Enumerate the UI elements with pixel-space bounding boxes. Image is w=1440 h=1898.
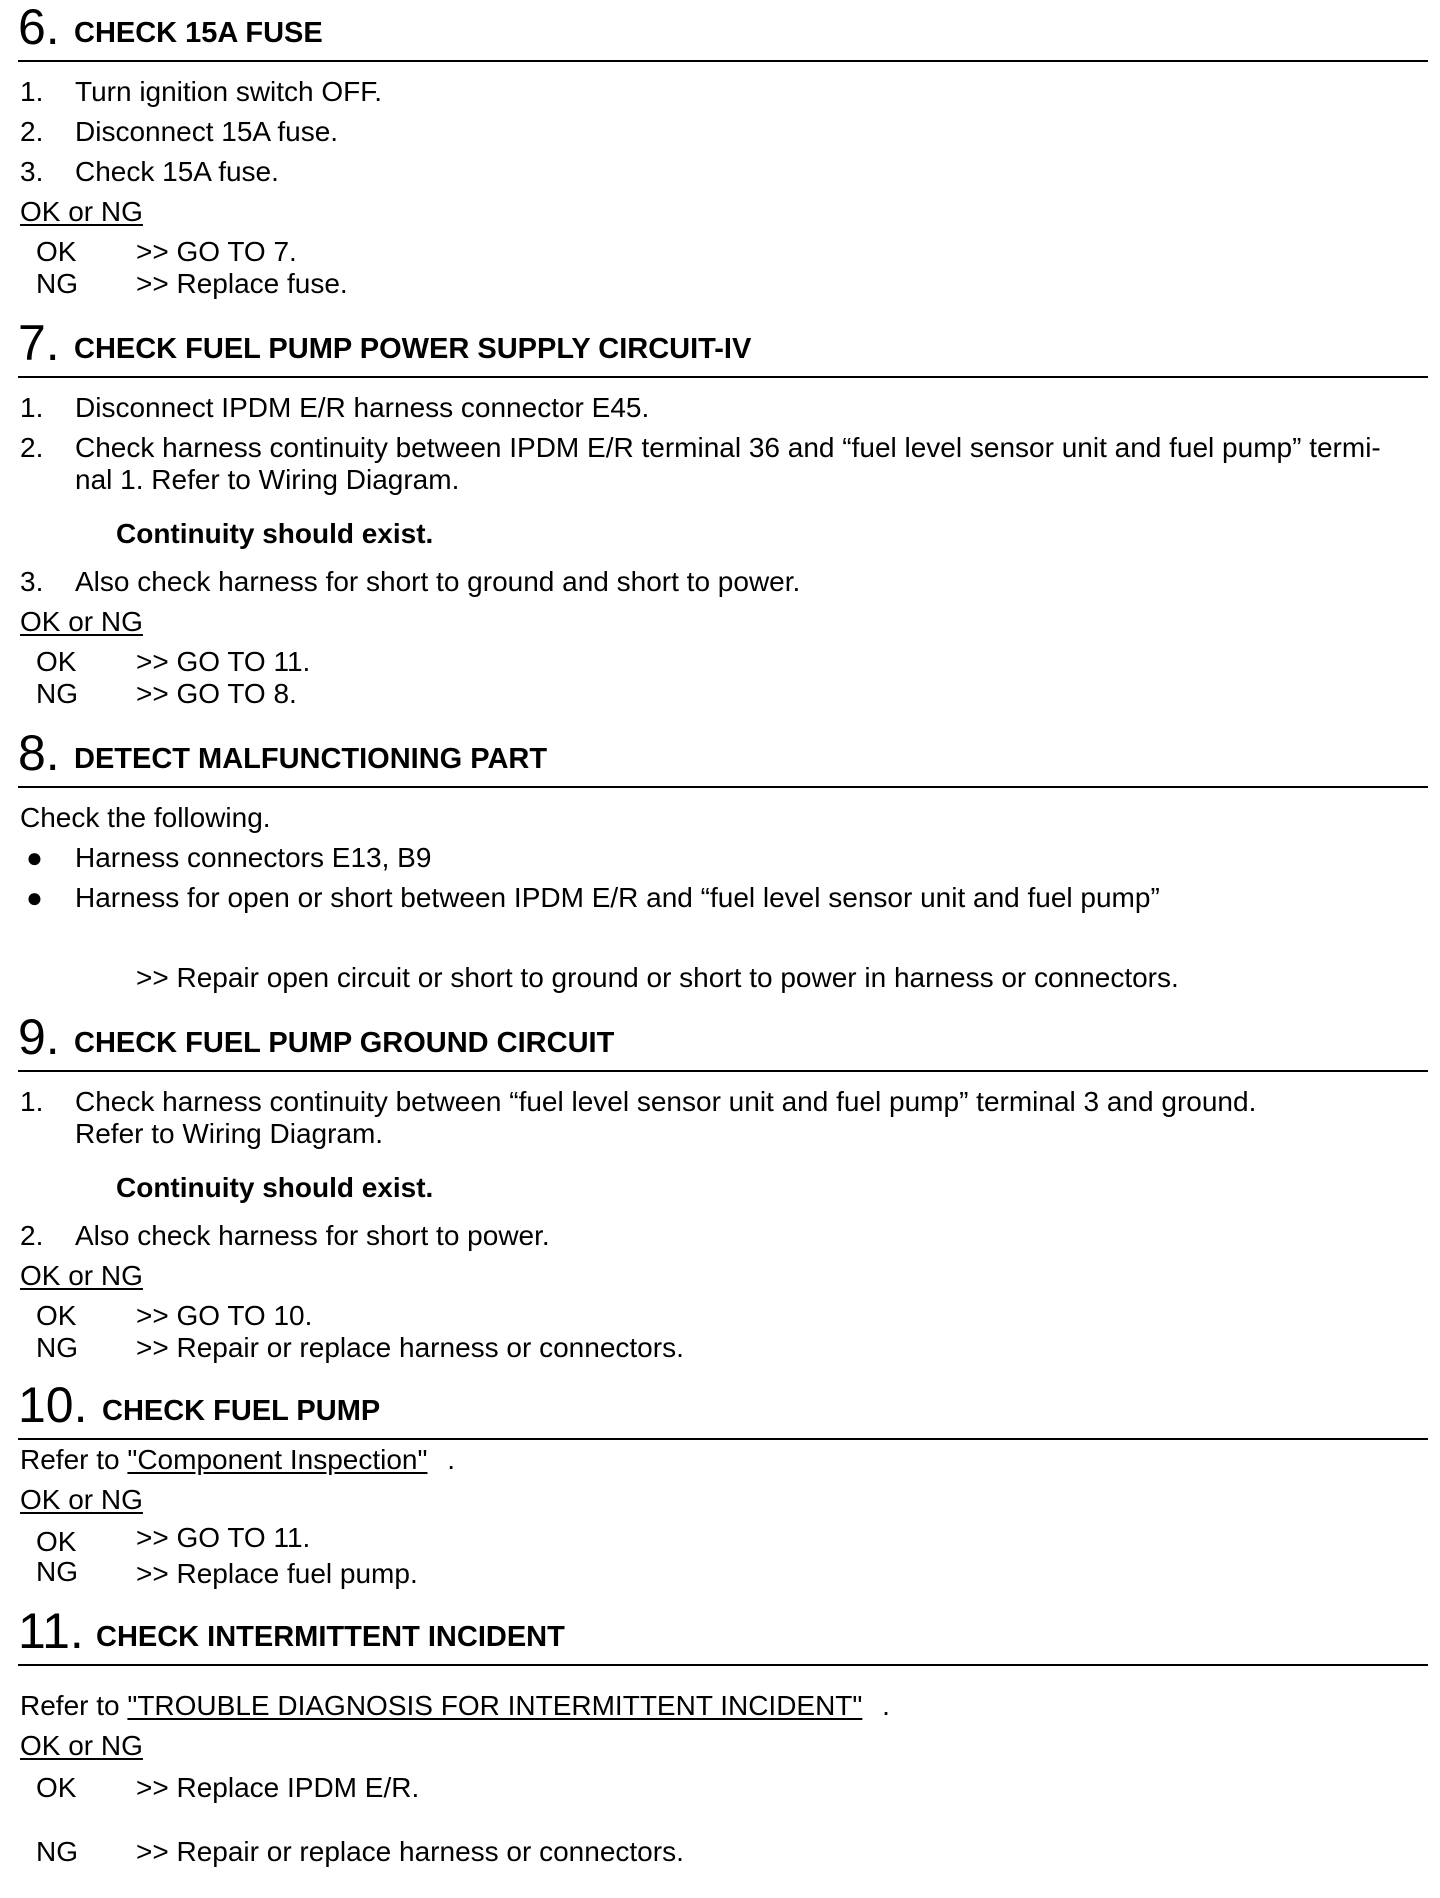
result-text: >> GO TO 11.: [136, 646, 311, 677]
section-6-heading: [18, 0, 1428, 60]
section-title: CHECK INTERMITTENT INCIDENT: [96, 1621, 565, 1653]
step-number: 1.: [20, 76, 44, 107]
refer-text: [20, 1690, 890, 1722]
refer-prefix: Refer to: [20, 1444, 120, 1475]
result-text: >> GO TO 8.: [136, 678, 297, 709]
result-label: NG: [36, 1836, 78, 1867]
step-text-continued: nal 1. Refer to Wiring Diagram.: [75, 464, 460, 495]
ok-or-ng-heading: OK or NG: [20, 1730, 143, 1761]
bullet-text: Harness for open or short between IPDM E/R and “fuel level sensor unit and fuel pump”: [75, 882, 1160, 913]
section-number: 11.: [18, 1603, 84, 1659]
result-text: >> Replace fuel pump.: [136, 1558, 418, 1589]
section-8-heading: [18, 726, 1428, 786]
result-text: >> Replace IPDM E/R.: [136, 1772, 420, 1803]
section-divider: [18, 1664, 1428, 1666]
step-number: 1.: [20, 392, 44, 423]
result-label: OK: [36, 236, 77, 267]
result-text: >> Replace fuse.: [136, 268, 348, 299]
step-text: Also check harness for short to ground and short to power.: [75, 566, 801, 597]
section-title: CHECK FUEL PUMP POWER SUPPLY CIRCUIT-IV: [74, 333, 752, 365]
step-number: 3.: [20, 566, 44, 597]
result-label: NG: [36, 678, 78, 709]
section-11-heading: [18, 1604, 1428, 1664]
section-title: CHECK FUEL PUMP: [102, 1395, 381, 1427]
ok-or-ng-heading: OK or NG: [20, 606, 143, 637]
result-label: NG: [36, 1332, 78, 1363]
step-number: 1.: [20, 1086, 44, 1117]
result-label: OK: [36, 1526, 77, 1557]
section-divider: [18, 1070, 1428, 1072]
intermittent-incident-link[interactable]: "TROUBLE DIAGNOSIS FOR INTERMITTENT INCIDENT": [127, 1690, 863, 1721]
step-text: Disconnect 15A fuse.: [75, 116, 339, 147]
continuity-note: Continuity should exist.: [116, 1172, 434, 1203]
section-title: CHECK FUEL PUMP GROUND CIRCUIT: [74, 1027, 615, 1059]
section-title: CHECK 15A FUSE: [74, 17, 323, 49]
result-text: >> GO TO 11.: [136, 1522, 311, 1553]
continuity-note: Continuity should exist.: [116, 518, 434, 549]
section-10-heading: [18, 1378, 1428, 1438]
ok-or-ng-heading: OK or NG: [20, 1484, 143, 1515]
step-number: 2.: [20, 432, 44, 463]
step-number: 2.: [20, 1220, 44, 1251]
section-7-heading: [18, 316, 1428, 376]
section-number: 10.: [18, 1377, 88, 1433]
step-text-continued: Refer to Wiring Diagram.: [75, 1118, 384, 1149]
result-text: >> Repair or replace harness or connectors.: [136, 1836, 684, 1867]
step-text: Turn ignition switch OFF.: [75, 76, 383, 107]
result-text: >> GO TO 7.: [136, 236, 297, 267]
result-label: OK: [36, 1772, 77, 1803]
section-number: 7.: [18, 315, 60, 371]
component-inspection-link[interactable]: "Component Inspection": [127, 1444, 428, 1475]
section-title: DETECT MALFUNCTIONING PART: [74, 743, 548, 775]
result-text: >> Repair or replace harness or connectors.: [136, 1332, 684, 1363]
result-label: OK: [36, 1300, 77, 1331]
action-text: >> Repair open circuit or short to ground or short to power in harness or connectors.: [136, 962, 1179, 993]
section-number: 8.: [18, 725, 60, 781]
step-text: Check harness continuity between IPDM E/R terminal 36 and “fuel level sensor unit and fuel pump” termi-: [75, 432, 1381, 463]
section-divider: [18, 786, 1428, 788]
section-number: 6.: [18, 0, 60, 55]
section-divider: [18, 60, 1428, 62]
result-label: NG: [36, 268, 78, 299]
intro-text: Check the following.: [20, 802, 271, 833]
section-divider: [18, 376, 1428, 378]
step-number: 2.: [20, 116, 44, 147]
result-label: OK: [36, 646, 77, 677]
step-text: Check 15A fuse.: [75, 156, 279, 187]
bullet-text: Harness connectors E13, B9: [75, 842, 432, 873]
bullet-icon: ●: [26, 882, 43, 913]
step-text: Check harness continuity between “fuel level sensor unit and fuel pump” terminal 3 and ground.: [75, 1086, 1257, 1117]
refer-suffix: .: [447, 1444, 456, 1475]
refer-prefix: Refer to: [20, 1690, 120, 1721]
ok-or-ng-heading: OK or NG: [20, 196, 143, 227]
result-text: >> GO TO 10.: [136, 1300, 313, 1331]
refer-suffix: .: [882, 1690, 890, 1721]
section-number: 9.: [18, 1009, 60, 1065]
ok-or-ng-heading: OK or NG: [20, 1260, 143, 1291]
section-divider: [18, 1438, 1428, 1440]
refer-text: [20, 1444, 455, 1476]
step-number: 3.: [20, 156, 44, 187]
step-text: Disconnect IPDM E/R harness connector E45.: [75, 392, 650, 423]
result-label: NG: [36, 1556, 78, 1587]
step-text: Also check harness for short to power.: [75, 1220, 550, 1251]
bullet-icon: ●: [26, 842, 43, 873]
section-9-heading: [18, 1010, 1428, 1070]
